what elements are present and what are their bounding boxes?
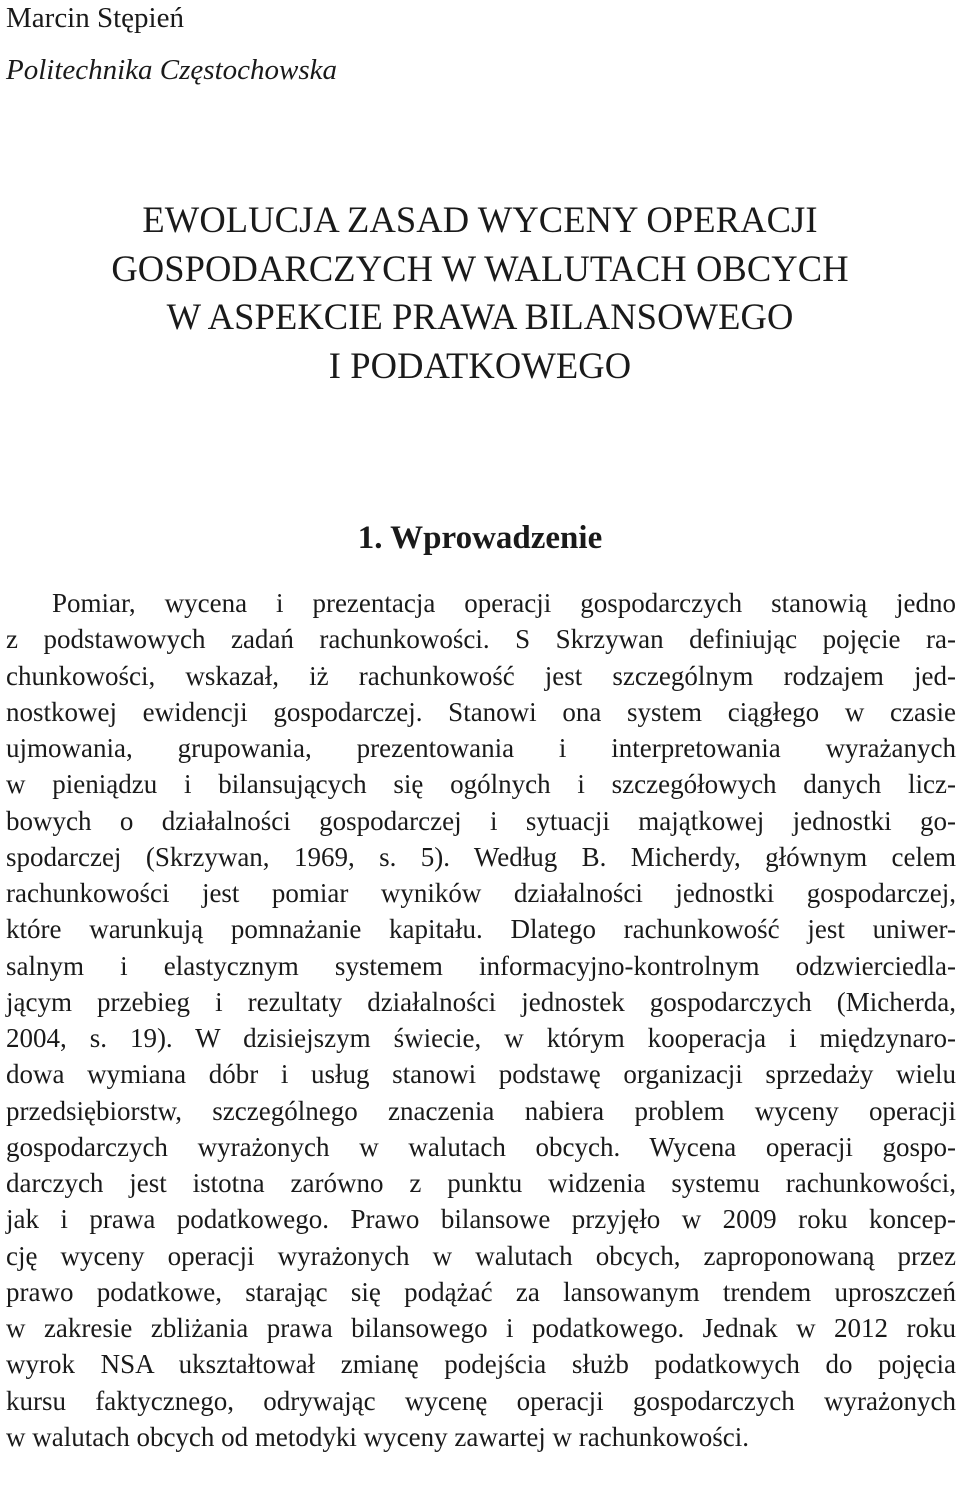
paragraph-line: dowa wymiana dóbr i usług stanowi podstawę organizacji sprzedaży wielu — [6, 1059, 956, 1090]
title-line: I PODATKOWEGO — [328, 344, 632, 386]
author-name: Marcin Stępień — [6, 2, 184, 34]
paragraph-line: rachunkowości jest pomiar wyników działalności jednostki gospodarczej, — [6, 878, 956, 908]
body-paragraph — [6, 585, 956, 1455]
paragraph-line: które warunkują pomnażanie kapitału. Dlatego rachunkowość jest uniwer- — [6, 914, 956, 945]
paragraph-line: chunkowości, wskazał, iż rachunkowość jest szczególnym rodzajem jed- — [6, 660, 956, 691]
section-heading: 1. Wprowadzenie — [357, 520, 603, 556]
title-line: W ASPEKCIE PRAWA BILANSOWEGO — [166, 296, 794, 337]
paragraph-line: spodarczej (Skrzywan, 1969, s. 5). Według B. Micherdy, głównym celem — [6, 841, 956, 872]
paragraph-line: jak i prawa podatkowego. Prawo bilansowe przyjęło w 2009 roku koncep- — [6, 1204, 956, 1235]
paragraph-line: przedsiębiorstw, szczególnego znaczenia nabiera problem wyceny operacji — [6, 1095, 956, 1126]
paragraph-line: z podstawowych zadań rachunkowości. S Skrzywan definiując pojęcie ra- — [6, 624, 956, 655]
paragraph-line: jącym przebieg i rezultaty działalności jednostek gospodarczych (Micherda, — [6, 986, 956, 1017]
author-affiliation: Politechnika Częstochowska — [6, 54, 338, 86]
paragraph-line: 2004, s. 19). W dzisiejszym świecie, w którym kooperacja i międzynaro- — [6, 1023, 956, 1053]
paragraph-line: salnym i elastycznym systemem informacyjno-kontrolnym odzwierciedla- — [6, 950, 956, 981]
paragraph-line: prawo podatkowe, starając się podążać za lansowanym trendem uproszczeń — [6, 1276, 956, 1307]
title-line: EWOLUCJA ZASAD WYCENY OPERACJI — [142, 199, 818, 240]
paragraph-line: ujmowania, grupowania, prezentowania i interpretowania wyrażanych — [6, 733, 956, 763]
paragraph-line: kursu faktycznego, odrywając wycenę operacji gospodarczych wyrażonych — [6, 1385, 956, 1416]
paragraph-line: wyrok NSA ukształtował zmianę podejścia służb podatkowych do pojęcia — [6, 1349, 956, 1380]
paragraph-line: w pieniądzu i bilansujących się ogólnych i szczegółowych danych licz- — [6, 769, 956, 800]
paragraph-line: cję wyceny operacji wyrażonych w walutach obcych, zaproponowaną przez — [6, 1240, 956, 1271]
paragraph-line: gospodarczych wyrażonych w walutach obcych. Wycena operacji gospo- — [6, 1131, 956, 1162]
paragraph-line: Pomiar, wycena i prezentacja operacji gospodarczych stanowią jedno — [52, 588, 956, 618]
paragraph-line: bowych o działalności gospodarczej i sytuacji majątkowej jednostki go- — [6, 805, 956, 836]
paragraph-line: nostkowej ewidencji gospodarczej. Stanowi ona system ciągłego w czasie — [6, 696, 956, 727]
paragraph-line: w zakresie zbliżania prawa bilansowego i podatkowego. Jednak w 2012 roku — [6, 1313, 956, 1343]
paragraph-line: darczych jest istotna zarówno z punktu widzenia systemu rachunkowości, — [6, 1168, 956, 1198]
paragraph-line: w walutach obcych od metodyki wyceny zawartej w rachunkowości. — [6, 1421, 750, 1452]
paper-title — [0, 196, 960, 390]
title-line: GOSPODARCZYCH W WALUTACH OBCYCH — [111, 247, 849, 289]
